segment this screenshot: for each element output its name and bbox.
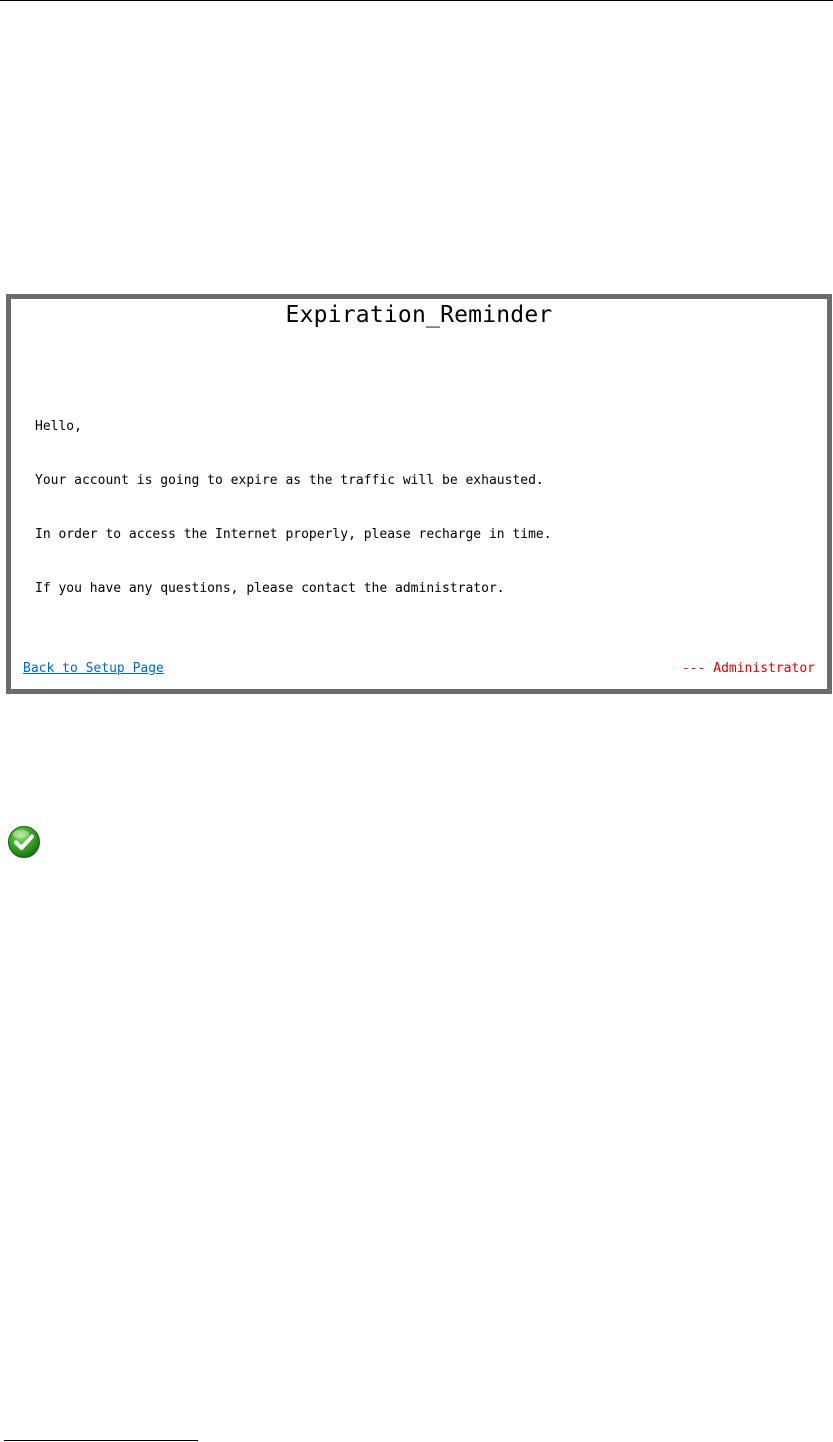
message-line-expire: Your account is going to expire as the traffic will be exhausted. bbox=[35, 473, 544, 488]
message-line-recharge: In order to access the Internet properly, please recharge in time. bbox=[35, 527, 552, 542]
message-line-greeting: Hello, bbox=[35, 419, 82, 434]
green-check-icon bbox=[7, 825, 41, 859]
footnote-rule bbox=[4, 1440, 198, 1441]
message-line-contact: If you have any questions, please contact the administrator. bbox=[35, 581, 505, 596]
expiration-reminder-screenshot bbox=[6, 294, 832, 694]
reminder-message bbox=[35, 382, 552, 634]
header-rule bbox=[0, 0, 833, 1]
administrator-signature: --- Administrator bbox=[681, 661, 815, 676]
back-to-setup-page-link[interactable]: Back to Setup Page bbox=[23, 661, 164, 676]
reminder-title: Expiration_Reminder bbox=[285, 302, 553, 328]
